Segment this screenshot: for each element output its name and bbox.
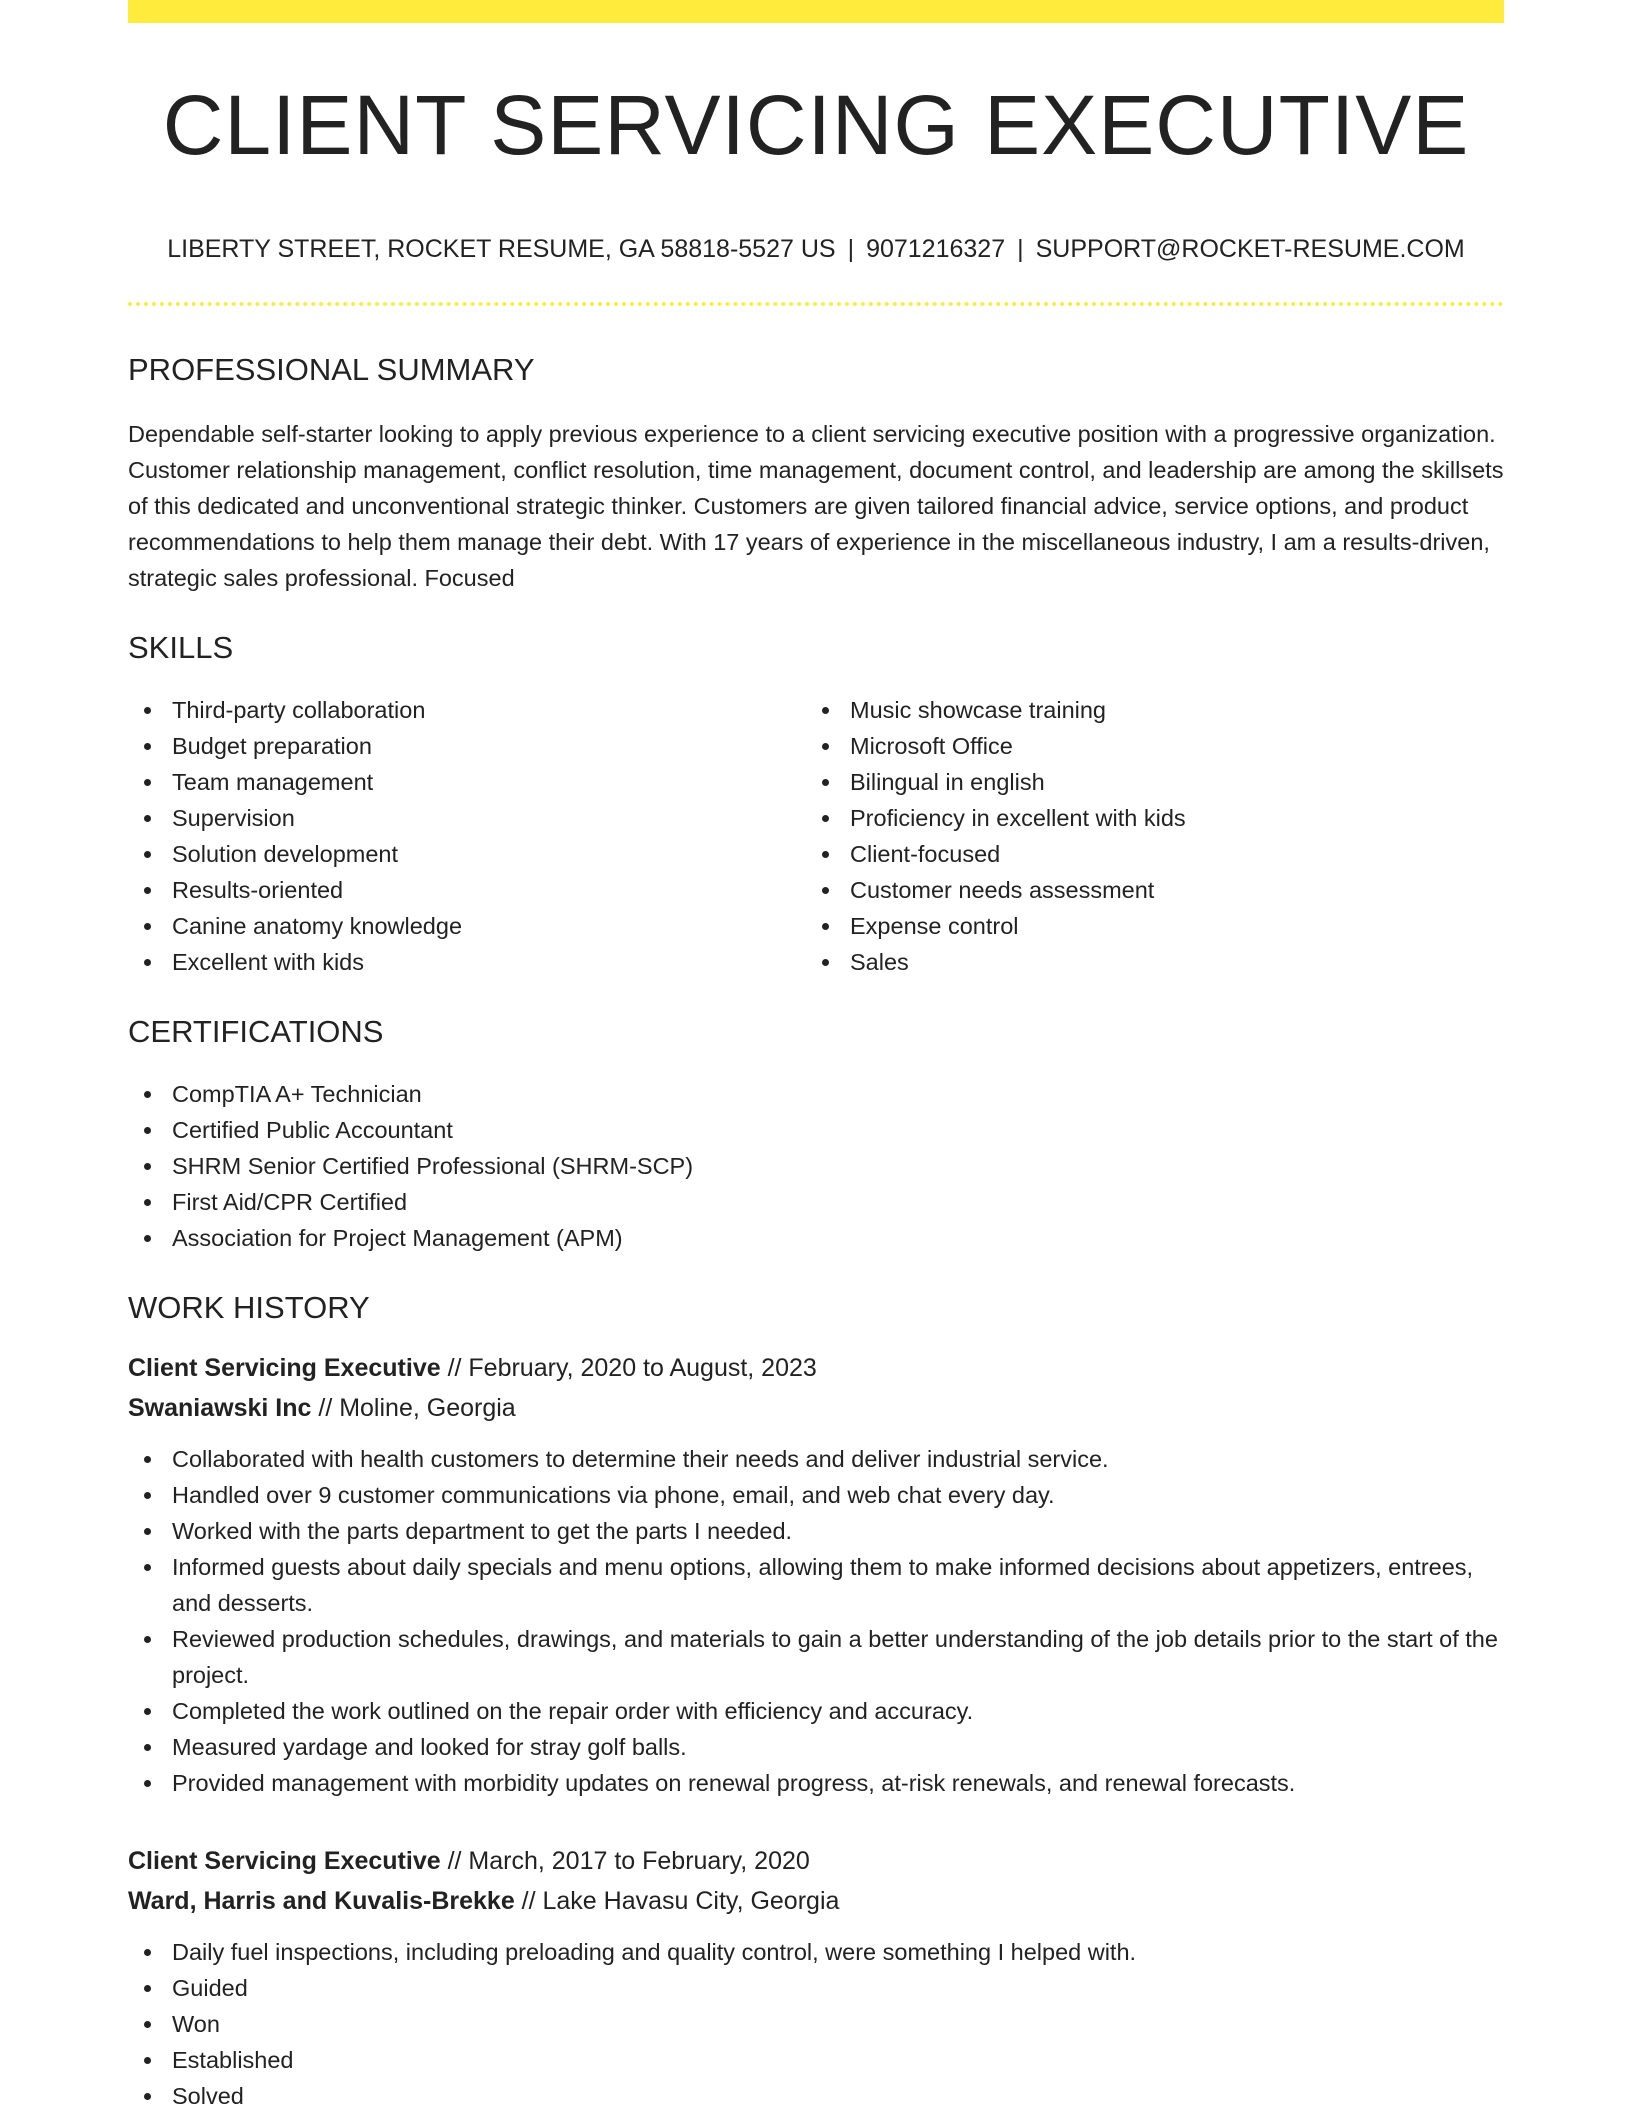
contact-line xyxy=(128,235,1504,264)
job-duty: Reviewed production schedules, drawings, and materials to gain a better understanding of the job details prior to the start of the project. xyxy=(128,1621,1504,1693)
skill-item: Music showcase training xyxy=(806,692,1484,728)
job-company: Swaniawski Inc xyxy=(128,1394,312,1422)
certification-item: First Aid/CPR Certified xyxy=(128,1184,1504,1220)
job-role-line xyxy=(128,1348,1504,1388)
job-company-line xyxy=(128,1388,1504,1428)
job-company-line xyxy=(128,1881,1504,1921)
skill-item: Expense control xyxy=(806,908,1484,944)
job-duties-list xyxy=(128,1441,1504,1801)
job-location: // Lake Havasu City, Georgia xyxy=(514,1887,840,1915)
skill-item: Budget preparation xyxy=(128,728,806,764)
resume-page xyxy=(128,0,1504,2112)
job-entry xyxy=(128,1841,1504,2112)
work-history-heading: WORK HISTORY xyxy=(128,1290,370,1325)
job-company: Ward, Harris and Kuvalis-Brekke xyxy=(128,1887,515,1915)
certification-item: Certified Public Accountant xyxy=(128,1112,1504,1148)
job-duty: Collaborated with health customers to determine their needs and deliver industrial service. xyxy=(128,1441,1504,1477)
summary-heading: PROFESSIONAL SUMMARY xyxy=(128,352,535,387)
certifications-list xyxy=(128,1076,1504,1256)
skill-item: Supervision xyxy=(128,800,806,836)
skill-item: Proficiency in excellent with kids xyxy=(806,800,1484,836)
certification-item: SHRM Senior Certified Professional (SHRM-SCP) xyxy=(128,1148,1504,1184)
job-role-line xyxy=(128,1841,1504,1881)
summary-text: Dependable self-starter looking to apply previous experience to a client servicing executive position with a progressive organization. Customer relationship management, conflict resolution, time management, document control, and leadership are among the skillsets of this dedicated and unconventional strategic thinker. Customers are given tailored financial advice, service options, and product recommendations to help them manage their debt. With 17 years of experience in the miscellaneous industry, I am a results-driven, strategic sales professional. Focused xyxy=(128,421,1504,591)
job-duty: Established xyxy=(128,2042,1504,2078)
job-entry xyxy=(128,1348,1504,1801)
job-duties-list xyxy=(128,1934,1504,2112)
accent-top-bar xyxy=(128,0,1504,23)
certifications-heading: CERTIFICATIONS xyxy=(128,1014,384,1049)
skill-item: Results-oriented xyxy=(128,872,806,908)
job-role: Client Servicing Executive xyxy=(128,1354,441,1382)
dotted-divider xyxy=(128,302,1504,306)
contact-separator: | xyxy=(1017,235,1024,263)
skills-heading: SKILLS xyxy=(128,630,234,665)
job-duty: Completed the work outlined on the repair order with efficiency and accuracy. xyxy=(128,1693,1504,1729)
certification-item: Association for Project Management (APM) xyxy=(128,1220,1504,1256)
job-dates: // March, 2017 to February, 2020 xyxy=(440,1847,810,1875)
skill-item: Microsoft Office xyxy=(806,728,1484,764)
resume-title: CLIENT SERVICING EXECUTIVE xyxy=(162,78,1470,172)
contact-address: LIBERTY STREET, ROCKET RESUME, GA 58818-5527 US xyxy=(167,235,836,263)
skill-item: Team management xyxy=(128,764,806,800)
skill-item: Sales xyxy=(806,944,1484,980)
job-duty: Handled over 9 customer communications via phone, email, and web chat every day. xyxy=(128,1477,1504,1513)
skill-item: Client-focused xyxy=(806,836,1484,872)
contact-phone: 9071216327 xyxy=(866,235,1006,263)
contact-separator: | xyxy=(847,235,855,263)
job-duty: Solved xyxy=(128,2078,1504,2112)
job-duty: Worked with the parts department to get the parts I needed. xyxy=(128,1513,1504,1549)
skills-list-right xyxy=(806,692,1484,980)
skill-item: Canine anatomy knowledge xyxy=(128,908,806,944)
job-location: // Moline, Georgia xyxy=(311,1394,516,1422)
job-duty: Daily fuel inspections, including preloading and quality control, were something I helped with. xyxy=(128,1934,1504,1970)
job-duty: Provided management with morbidity updates on renewal progress, at-risk renewals, and renewal forecasts. xyxy=(128,1765,1504,1801)
skill-item: Excellent with kids xyxy=(128,944,806,980)
job-role: Client Servicing Executive xyxy=(128,1847,441,1875)
job-duty: Informed guests about daily specials and menu options, allowing them to make informed decisions about appetizers, entrees, and desserts. xyxy=(128,1549,1504,1621)
job-duty: Measured yardage and looked for stray golf balls. xyxy=(128,1729,1504,1765)
skill-item: Bilingual in english xyxy=(806,764,1484,800)
contact-email[interactable]: SUPPORT@ROCKET-RESUME.COM xyxy=(1035,235,1465,263)
skills-columns xyxy=(128,692,1504,980)
certification-item: CompTIA A+ Technician xyxy=(128,1076,1504,1112)
skills-list-left xyxy=(128,692,806,980)
skill-item: Solution development xyxy=(128,836,806,872)
skill-item: Customer needs assessment xyxy=(806,872,1484,908)
job-duty: Won xyxy=(128,2006,1504,2042)
job-dates: // February, 2020 to August, 2023 xyxy=(440,1354,817,1382)
job-duty: Guided xyxy=(128,1970,1504,2006)
skill-item: Third-party collaboration xyxy=(128,692,806,728)
